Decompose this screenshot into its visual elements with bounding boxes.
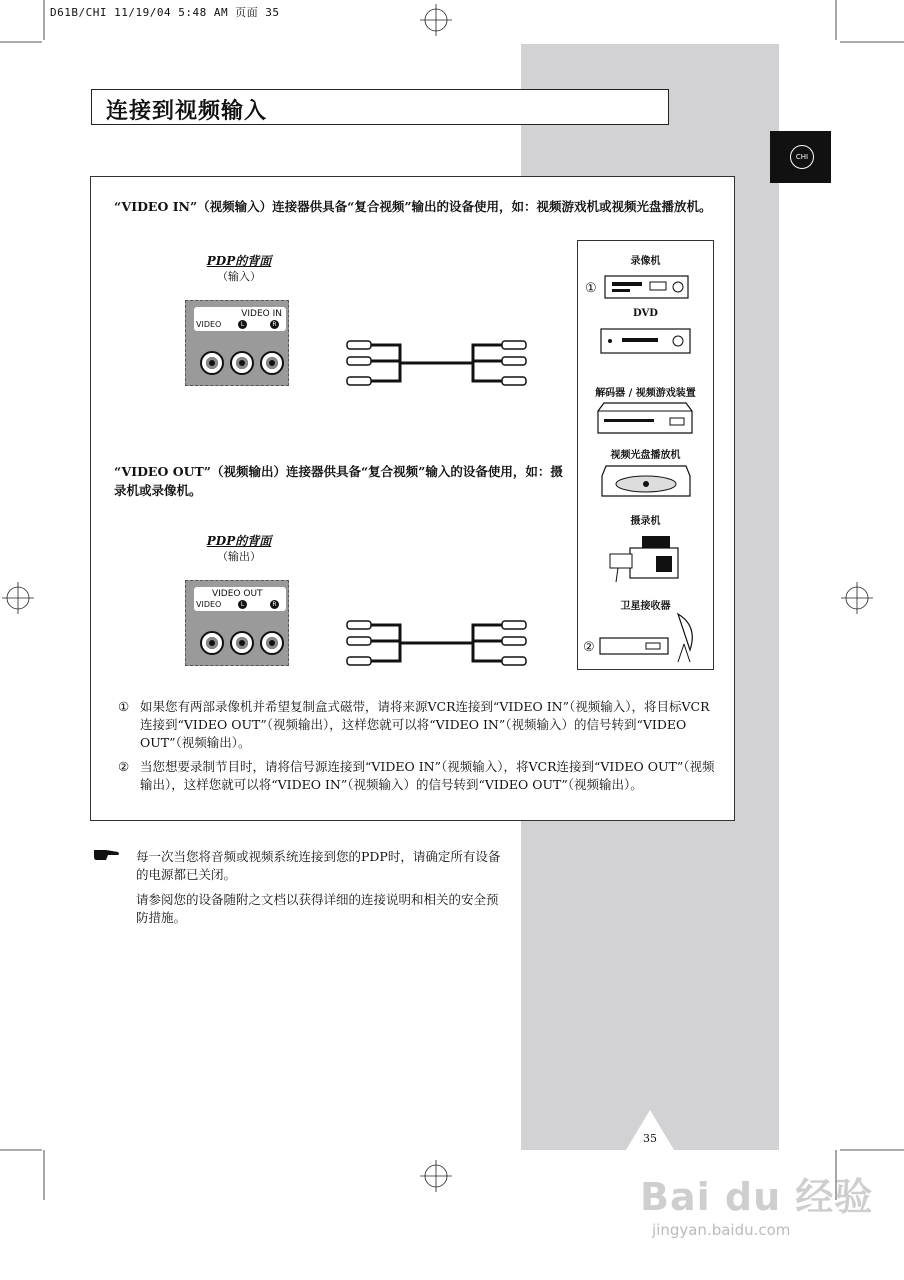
- device-vcd-label: 视频光盘播放机: [610, 450, 681, 461]
- note-2-marker: ②: [118, 759, 130, 774]
- panel-in-subcaption: （输入）: [217, 270, 261, 283]
- video-out-panel: [185, 580, 289, 666]
- vcr-icon: [604, 272, 690, 300]
- video-out-r-label: R: [270, 600, 279, 609]
- video-out-label: VIDEO OUT: [212, 589, 263, 599]
- footnote-line-2: 请参阅您的设备随附之文档以获得详细的连接说明和相关的安全预防措施。: [136, 892, 499, 925]
- panel-in-caption: PDP的背面: [206, 254, 272, 268]
- language-tab-label: CHI: [790, 145, 814, 169]
- marker-1: ①: [585, 281, 597, 296]
- print-info: D61B/CHI 11/19/04 5:48 AM 页面 35: [50, 6, 280, 19]
- note-1-marker: ①: [118, 699, 130, 714]
- marker-2: ②: [583, 640, 595, 655]
- video-in-panel: [185, 300, 289, 386]
- watermark-brand: Bai du 经验: [640, 1175, 874, 1219]
- video-jack: [200, 351, 224, 375]
- device-satellite-label: 卫星接收器: [620, 601, 671, 612]
- vcd-player-icon: [600, 462, 692, 498]
- video-in-l-label: L: [238, 320, 247, 329]
- page-number: 35: [643, 1132, 657, 1145]
- note-1-text: 如果您有两部录像机并希望复制盒式磁带，请将来源VCR连接到“VIDEO IN”（视频输入），将目标VCR连接到“VIDEO OUT”（视频输出），这样您就可以将“VIDEO IN”（视频输入）的信号转到“VIDEO OUT”（视频输出）。: [140, 699, 710, 750]
- baidu-watermark: [640, 1166, 880, 1239]
- audio-r-jack: [260, 631, 284, 655]
- video-in-label: VIDEO IN: [241, 309, 282, 319]
- panel-out-caption: PDP的背面: [206, 534, 272, 548]
- panel-out-subcaption: （输出）: [217, 550, 261, 563]
- pointing-hand-icon: [92, 846, 120, 862]
- satellite-receiver-icon: [598, 608, 702, 666]
- decoder-icon: [596, 401, 694, 435]
- camcorder-icon: [608, 530, 684, 584]
- dvd-icon: [600, 326, 692, 356]
- page-title-box: [91, 89, 669, 125]
- rca-cable-out: [345, 615, 530, 675]
- device-camcorder-label: 摄录机: [630, 516, 661, 527]
- device-vcr-label: 录像机: [630, 256, 661, 267]
- video-in-description: “VIDEO IN”（视频输入）连接器供具备“复合视频”输出的设备使用，如：视频游戏机或视频光盘播放机。: [114, 199, 712, 214]
- device-dvd-label: DVD: [633, 308, 658, 319]
- note-2-text: 当您想要录制节目时，请将信号源连接到“VIDEO IN”（视频输入），将VCR连接到“VIDEO OUT”（视频输出），这样您就可以将“VIDEO IN”（视频输入）的信号转到“VIDEO OUT”（视频输出）。: [140, 759, 715, 792]
- video-jack: [200, 631, 224, 655]
- device-decoder-label: 解码器 / 视频游戏装置: [595, 388, 696, 399]
- video-out-jack-video-label: VIDEO: [196, 600, 222, 609]
- audio-l-jack: [230, 631, 254, 655]
- video-out-description: “VIDEO OUT”（视频输出）连接器供具备“复合视频”输入的设备使用，如：摄录机或录像机。: [114, 464, 563, 498]
- video-in-jack-video-label: VIDEO: [196, 320, 222, 329]
- audio-l-jack: [230, 351, 254, 375]
- page-title: 连接到视频输入: [106, 98, 268, 124]
- footnote-line-1: 每一次当您将音频或视频系统连接到您的PDP时，请确定所有设备的电源都已关闭。: [136, 849, 501, 882]
- audio-r-jack: [260, 351, 284, 375]
- video-in-r-label: R: [270, 320, 279, 329]
- rca-cable-in: [345, 335, 530, 395]
- language-tab: [770, 131, 831, 183]
- video-out-l-label: L: [238, 600, 247, 609]
- watermark-url: jingyan.baidu.com: [652, 1221, 791, 1239]
